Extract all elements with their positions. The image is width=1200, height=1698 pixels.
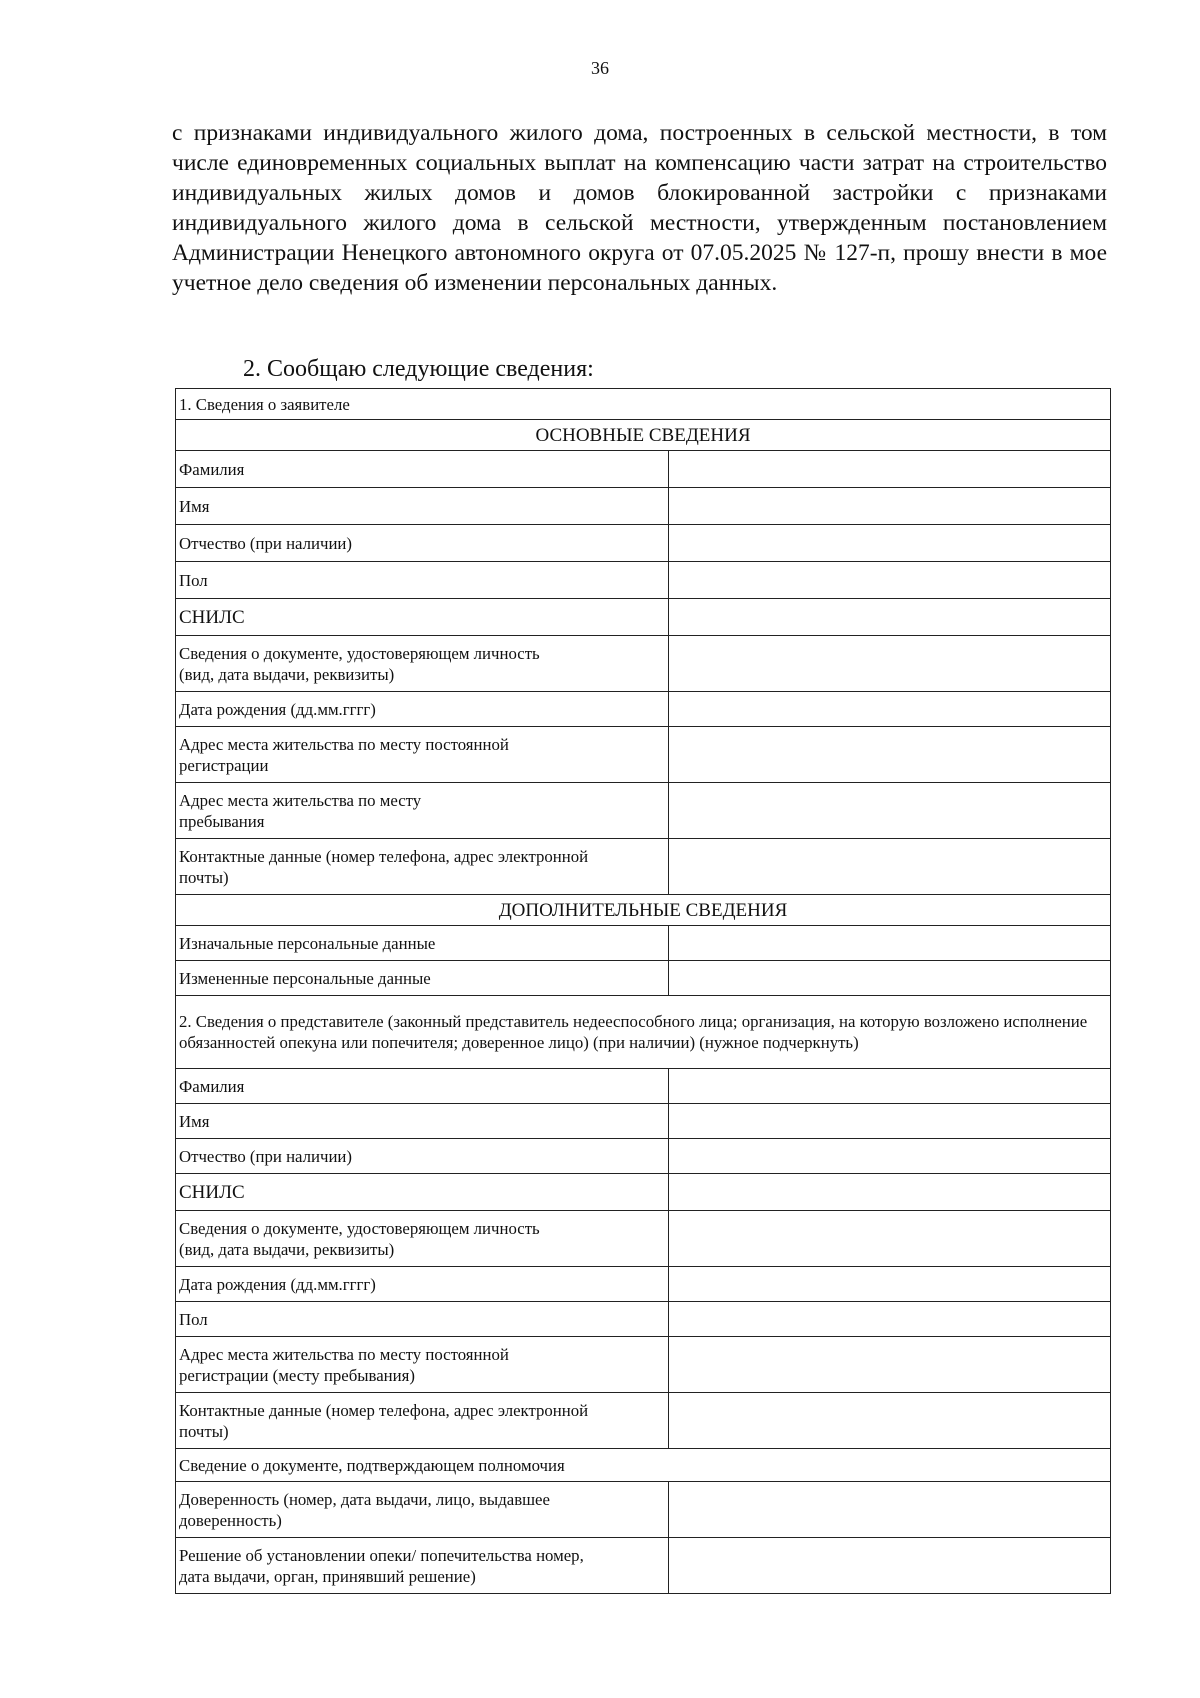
table-row [176, 451, 1111, 488]
table-row [176, 839, 1111, 895]
field-value-cell[interactable] [669, 1538, 1111, 1594]
table-row [176, 1267, 1111, 1302]
field-label: Фамилия [176, 451, 669, 488]
field-label: Дата рождения (дд.мм.гггг) [176, 692, 669, 727]
applicant-section-row [176, 389, 1111, 420]
field-label: Решение об установлении опеки/ попечительства номер, дата выдачи, орган, принявший решение) [176, 1538, 669, 1594]
table-row [176, 1337, 1111, 1393]
field-label: Имя [176, 488, 669, 525]
applicant-section-header: 1. Сведения о заявителе [176, 389, 1111, 420]
personal-data-form-table [175, 388, 1111, 1594]
main-info-header: ОСНОВНЫЕ СВЕДЕНИЯ [176, 420, 1111, 451]
representative-section-row [176, 996, 1111, 1069]
field-value-cell[interactable] [669, 1104, 1111, 1139]
field-value-cell[interactable] [669, 1069, 1111, 1104]
field-label: Доверенность (номер, дата выдачи, лицо, выдавшее доверенность) [176, 1482, 669, 1538]
field-label: Адрес места жительства по месту постоянной регистрации [176, 727, 669, 783]
table-row [176, 1211, 1111, 1267]
table-row [176, 727, 1111, 783]
field-value-cell[interactable] [669, 1302, 1111, 1337]
table-row [176, 961, 1111, 996]
authority-section-row [176, 1449, 1111, 1482]
field-label: Контактные данные (номер телефона, адрес электронной почты) [176, 839, 669, 895]
intro-paragraph: с признаками индивидуального жилого дома, построенных в сельской местности, в том числе единовременных социальных выплат на компенсацию части затрат на строительство индивидуальных жилых домов и домов блокированной застройки с признаками индивидуального жилого дома в сельской местности, утвержденным постановлением Администрации Ненецкого автономного округа от 07.05.2025 № 127-п, прошу внести в мое учетное дело сведения об изменении персональных данных. [172, 120, 1107, 296]
field-value-cell[interactable] [669, 562, 1111, 599]
field-value-cell[interactable] [669, 692, 1111, 727]
table-row [176, 562, 1111, 599]
table-row [176, 1174, 1111, 1211]
table-row [176, 1302, 1111, 1337]
table-row [176, 1538, 1111, 1594]
field-value-cell[interactable] [669, 599, 1111, 636]
table-row [176, 1104, 1111, 1139]
authority-section-header: Сведение о документе, подтверждающем полномочия [176, 1449, 1111, 1482]
field-value-cell[interactable] [669, 525, 1111, 562]
field-value-cell[interactable] [669, 926, 1111, 961]
field-value-cell[interactable] [669, 961, 1111, 996]
table-row [176, 599, 1111, 636]
additional-info-header: ДОПОЛНИТЕЛЬНЫЕ СВЕДЕНИЯ [176, 895, 1111, 926]
main-info-header-row [176, 420, 1111, 451]
field-value-cell[interactable] [669, 783, 1111, 839]
field-label: Сведения о документе, удостоверяющем личность (вид, дата выдачи, реквизиты) [176, 636, 669, 692]
field-value-cell[interactable] [669, 451, 1111, 488]
table-row [176, 1482, 1111, 1538]
page-number: 36 [591, 58, 609, 78]
field-label: Сведения о документе, удостоверяющем личность (вид, дата выдачи, реквизиты) [176, 1211, 669, 1267]
field-label: Изначальные персональные данные [176, 926, 669, 961]
field-value-cell[interactable] [669, 1393, 1111, 1449]
section-caption: 2. Сообщаю следующие сведения: [243, 356, 594, 382]
field-label: Отчество (при наличии) [176, 1139, 669, 1174]
field-label: Адрес места жительства по месту пребывания [176, 783, 669, 839]
table-row [176, 525, 1111, 562]
field-value-cell[interactable] [669, 727, 1111, 783]
field-value-cell[interactable] [669, 636, 1111, 692]
field-label: Пол [176, 562, 669, 599]
field-value-cell[interactable] [669, 839, 1111, 895]
field-label: Пол [176, 1302, 669, 1337]
field-value-cell[interactable] [669, 1337, 1111, 1393]
field-label: СНИЛС [176, 599, 669, 636]
field-value-cell[interactable] [669, 1267, 1111, 1302]
table-row [176, 692, 1111, 727]
table-row [176, 488, 1111, 525]
table-row [176, 1139, 1111, 1174]
table-row [176, 783, 1111, 839]
table-row [176, 1393, 1111, 1449]
field-value-cell[interactable] [669, 1482, 1111, 1538]
field-value-cell[interactable] [669, 1139, 1111, 1174]
field-label: Контактные данные (номер телефона, адрес электронной почты) [176, 1393, 669, 1449]
field-label: Отчество (при наличии) [176, 525, 669, 562]
representative-section-header: 2. Сведения о представителе (законный представитель недееспособного лица; организация, на которую возложено исполнение обязанностей опекуна или попечителя; доверенное лицо) (при наличии) (нужное подчеркнуть) [176, 996, 1111, 1069]
field-value-cell[interactable] [669, 1174, 1111, 1211]
field-label: СНИЛС [176, 1174, 669, 1211]
field-label: Имя [176, 1104, 669, 1139]
additional-info-header-row [176, 895, 1111, 926]
table-row [176, 636, 1111, 692]
field-value-cell[interactable] [669, 1211, 1111, 1267]
table-row [176, 1069, 1111, 1104]
field-label: Измененные персональные данные [176, 961, 669, 996]
field-label: Фамилия [176, 1069, 669, 1104]
field-label: Адрес места жительства по месту постоянной регистрации (месту пребывания) [176, 1337, 669, 1393]
field-label: Дата рождения (дд.мм.гггг) [176, 1267, 669, 1302]
table-row [176, 926, 1111, 961]
field-value-cell[interactable] [669, 488, 1111, 525]
